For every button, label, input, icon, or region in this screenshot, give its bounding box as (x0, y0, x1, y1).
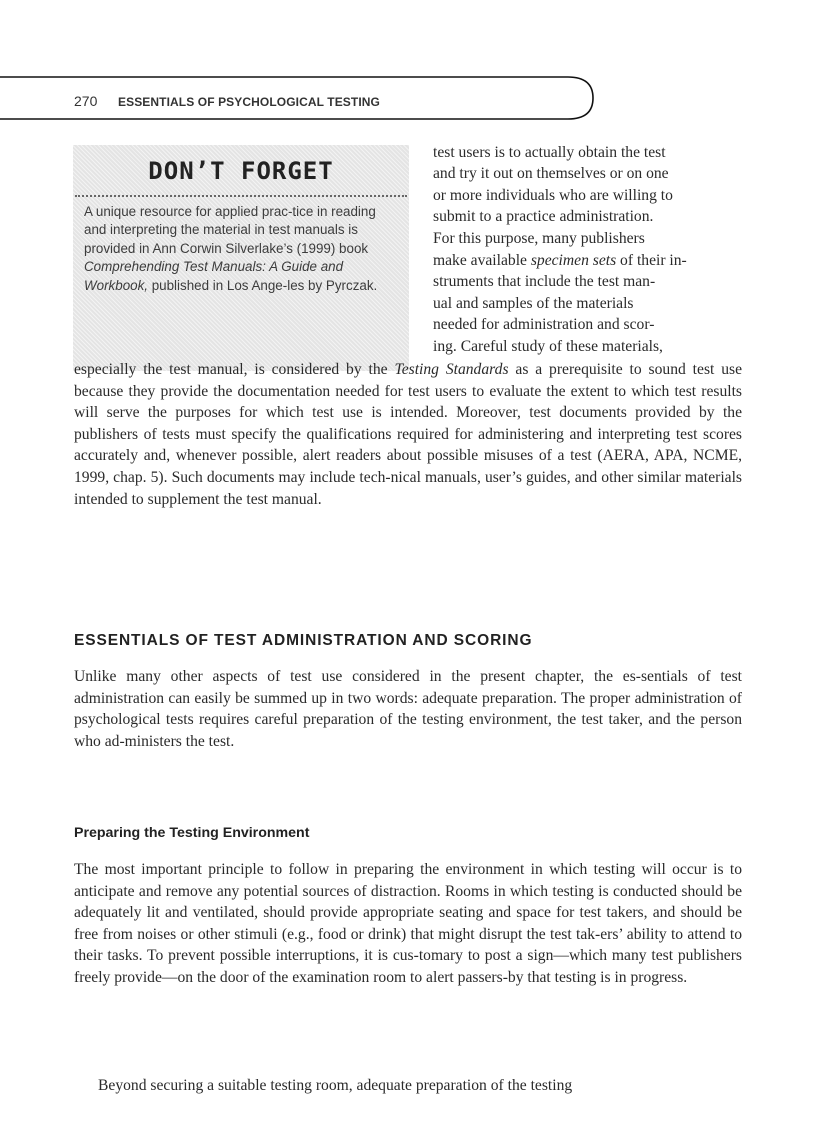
page-number: 270 (74, 93, 98, 109)
sidebar-body (84, 203, 399, 295)
running-title: ESSENTIALS OF PSYCHOLOGICAL TESTING (118, 95, 380, 109)
sidebar-book-title: Comprehending Test Manuals: A Guide and Workbook, (84, 259, 344, 293)
sidebar-dotted-rule (75, 195, 407, 197)
subsection-heading: Preparing the Testing Environment (74, 825, 310, 841)
column-line-9: needed for administration and scor- (433, 316, 655, 333)
column-line-5: For this purpose, many publishers (433, 230, 645, 247)
column-line-4: submit to a practice administration. (433, 208, 654, 225)
paragraph-testing-standards (74, 359, 742, 510)
paragraph1-prefix: especially the test manual, is considered by the (74, 361, 395, 378)
column-line-1: test users is to actually obtain the test (433, 144, 666, 161)
specimen-sets-term: specimen sets (530, 252, 617, 269)
column-line-10: ing. Careful study of these materials, (433, 338, 663, 355)
paragraph-essentials: Unlike many other aspects of test use considered in the present chapter, the es-sentials of test administration can easily be summed up in two words: adequate preparation. The proper administration of psychological tests requires careful preparation of the testing environment, the test taker, and the person who ad-ministers the test. (74, 668, 742, 750)
sidebar-body-suffix: published in Los Ange-les by Pyrczak. (148, 277, 378, 293)
paragraph1-suffix: as a prerequisite to sound test use because they provide the documentation needed for test users to evaluate the extent to which test results will serve the purposes for which test use is intended. Moreover, test documents provided by the publishers of tests must specify the qualifications required for administering and interpreting test scores accurately and, whenever possible, alert readers about possible misuses of a test (AERA, APA, NCME, 1999, chap. 5). Such documents may include tech-nical manuals, user’s guides, and other similar materials intended to supplement the test manual. (74, 361, 743, 508)
sidebar-title: DON’T FORGET (148, 157, 334, 185)
paragraph-beyond: Beyond securing a suitable testing room, adequate preparation of the testing (98, 1077, 573, 1094)
column-line-3: or more individuals who are willing to (433, 187, 673, 204)
testing-standards-title: Testing Standards (394, 361, 509, 378)
section-heading: ESSENTIALS OF TEST ADMINISTRATION AND SCORING (74, 632, 533, 649)
column-line-6-prefix: make available (433, 252, 531, 269)
paragraph-testing-environment: The most important principle to follow in preparing the environment in which testing will occur is to anticipate and remove any potential sources of distraction. Rooms in which testing is conducted should be adequately lit and ventilated, should provide appropriate seating and space for test takers, and should be free from noises or other stimuli (e.g., food or drink) that might disrupt the test tak-ers’ ability to attend to their tasks. To prevent possible interruptions, it is cus-tomary to post a sign—which many test publishers freely provide—on the door of the examination room to alert passers-by that testing is in progress. (74, 861, 742, 986)
column-line-6-suffix: of their in- (616, 252, 687, 269)
column-line-2: and try it out on themselves or on one (433, 165, 669, 182)
sidebar-body-prefix: A unique resource for applied prac-tice in reading and interpreting the material in test manuals is provided in Ann Corwin Silverlake’s (1999) book (84, 204, 376, 256)
dont-forget-sidebar (73, 145, 409, 371)
column-line-8: ual and samples of the materials (433, 295, 634, 312)
column-line-6 (433, 252, 687, 270)
column-line-7: struments that include the test man- (433, 273, 656, 290)
